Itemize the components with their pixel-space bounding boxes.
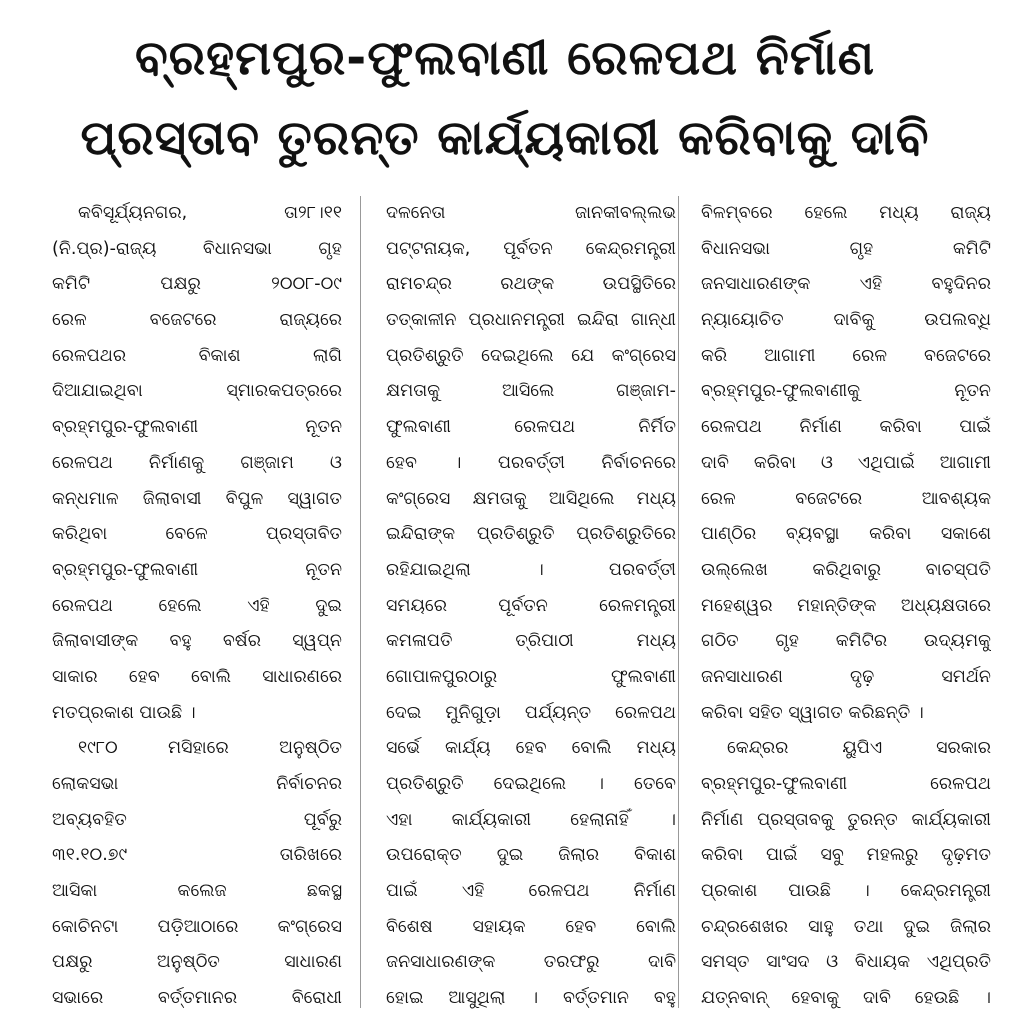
- article-text-line: ଚନ୍ଦ୍ରଶେଖର ସାହୁ ତଥା ଦୁଇ ଜିଲାର: [701, 916, 991, 937]
- article-text-line: କମିଟି ପକ୍ଷରୁ ୨୦୦୮-୦୯: [52, 274, 342, 295]
- article-text-line: (ନି.ପ୍ର)-ରାଜ୍ୟ ବିଧାନସଭା ଗୃହ: [52, 238, 342, 259]
- article-text-line: ଦେଇ ମୁନିଗୁଡ଼ା ପର୍ଯ୍ୟନ୍ତ ରେଳପଥ: [386, 702, 676, 723]
- article-text-line: କରିବା ପାଇଁ ସବୁ ମହଲରୁ ଦୃଢ଼ମତ: [701, 845, 991, 866]
- article-text-line: ଆସିକା କଲେଜ ଛକସ୍ଥ: [52, 881, 342, 902]
- article-column-1: [52, 196, 342, 1017]
- article-text-line: ପଟ୍ଟନାୟକ, ପୂର୍ବତନ କେନ୍ଦ୍ରମନ୍ତ୍ରୀ: [386, 238, 676, 259]
- article-text-line: ୧୯୮୦ ମସିହାରେ ଅନୁଷ୍ଠିତ: [78, 738, 342, 759]
- article-text-line: କରିବା ସହିତ ସ୍ୱାଗତ କରିଛନ୍ତି ।: [701, 702, 924, 723]
- article-text-line: ଗୋପାଳପୁରଠାରୁ ଫୁଲବାଣୀ: [386, 666, 676, 687]
- article-text-line: ଲୋକସଭା ନିର୍ବାଚନର: [52, 774, 342, 794]
- article-text-line: ଜନସାଧାରଣଙ୍କ ଏହି ବହୁଦିନର: [701, 274, 991, 295]
- article-text-line: ୩୧.୧୦.୭୯ ତାରିଖରେ: [52, 845, 342, 866]
- column-divider: [678, 196, 679, 1008]
- article-text-line: କଂଗ୍ରେସ କ୍ଷମତାକୁ ଆସିଥିଲେ ମଧ୍ୟ: [386, 488, 676, 509]
- headline-line-1: ବ୍ରହ୍ମପୁର-ଫୁଲବାଣୀ ରେଳପଥ ନିର୍ମାଣ: [134, 30, 876, 86]
- article-text-line: ମହେଶ୍ୱର ମହାନ୍ତିଙ୍କ ଅଧ୍ୟକ୍ଷତାରେ: [701, 595, 991, 616]
- article-text-line: ରେଳପଥ ନିର୍ମାଣକୁ ଗଞ୍ଜାମ ଓ: [52, 452, 342, 473]
- article-text-line: ଦିଆଯାଇଥିବା ସ୍ମାରକପତ୍ରରେ: [52, 381, 342, 402]
- article-text-line: ଦାବି କରିବା ଓ ଏଥିପାଇଁ ଆଗାମୀ: [701, 452, 991, 473]
- article-text-line: ରହିଯାଇଥିଲା । ପରବର୍ତ୍ତୀ: [386, 559, 676, 580]
- article-text-line: କେନ୍ଦ୍ରର ୟୁପିଏ ସରକାର: [727, 738, 991, 759]
- article-text-line: ବିଶେଷ ସହାୟକ ହେବ ବୋଲି: [386, 916, 676, 937]
- article-text-line: କରି ଆଗାମୀ ରେଳ ବଜେଟରେ: [701, 345, 991, 366]
- headline-line-2: ପ୍ରସ୍ତାବ ତୁରନ୍ତ କାର୍ଯ୍ୟକାରୀ କରିବାକୁ ଦାବି: [80, 110, 930, 166]
- column-divider: [360, 196, 361, 1008]
- article-text-line: କରିଥିବା ବେଳେ ପ୍ରସ୍ତାବିତ: [52, 524, 342, 545]
- article-text-line: ନ୍ୟାୟୋଚିତ ଦାବିକୁ ଉପଲବ୍ଧି: [701, 310, 991, 331]
- article-text-line: ପ୍ରତିଶ୍ରୁତି ଦେଇଥିଲେ ଯେ କଂଗ୍ରେସ: [386, 345, 676, 366]
- article-text-line: କ୍ଷମତାକୁ ଆସିଲେ ଗଞ୍ଜାମ-: [386, 381, 676, 402]
- article-text-line: ଇନ୍ଦିରାଙ୍କ ପ୍ରତିଶ୍ରୁତି ପ୍ରତିଶ୍ରୁତିରେ: [386, 524, 676, 545]
- article-text-line: ବିଧାନସଭା ଗୃହ କମିଟି: [701, 238, 991, 259]
- article-text-line: ହେବ । ପରବର୍ତ୍ତୀ ନିର୍ବାଚନରେ: [386, 452, 676, 473]
- article-text-line: ହୋଇ ଆସୁଥିଲା । ବର୍ତ୍ତମାନ ବହୁ: [386, 988, 676, 1009]
- article-text-line: ଗଠିତ ଗୃହ କମିଟିର ଉଦ୍ୟମକୁ: [701, 631, 991, 652]
- article-text-line: ଯତ୍ନବାନ୍ ହେବାକୁ ଦାବି ହେଉଛି ।: [701, 988, 991, 1009]
- article-text-line: ପାଇଁ ଏହି ରେଳପଥ ନିର୍ମାଣ: [386, 881, 676, 902]
- article-text-line: ଉପରୋକ୍ତ ଦୁଇ ଜିଲାର ବିକାଶ: [386, 845, 676, 866]
- article-text-line: ଅବ୍ୟବହିତ ପୂର୍ବରୁ: [52, 809, 342, 830]
- article-text-line: ଉଲ୍ଲେଖ କରିଥିବାରୁ ବାଚସ୍ପତି: [701, 559, 991, 580]
- article-text-line: ରେଳ ବଜେଟରେ ଆବଶ୍ୟକ: [701, 488, 991, 509]
- article-text-line: କନ୍ଧମାଳ ଜିଲାବାସୀ ବିପୁଳ ସ୍ୱାଗତ: [52, 488, 342, 509]
- article-text-line: ଫୁଲବାଣୀ ରେଳପଥ ନିର୍ମିତ: [386, 417, 676, 438]
- article-text-line: ଜିଲାବାସୀଙ୍କ ବହୁ ବର୍ଷର ସ୍ୱପ୍ନ: [52, 631, 342, 652]
- article-text-line: ସଭାରେ ବର୍ତ୍ତମାନର ବିରୋଧୀ: [52, 988, 342, 1009]
- article-text-line: ବ୍ରହ୍ମପୁର-ଫୁଲବାଣୀ ରେଳପଥ: [701, 774, 991, 794]
- article-text-line: ପ୍ରତିଶ୍ରୁତି ଦେଇଥିଲେ । ତେବେ: [386, 774, 676, 794]
- article-text-line: ଜନସାଧାରଣ ଦୃଢ଼ ସମର୍ଥନ: [701, 666, 991, 687]
- article-column-2: [386, 196, 676, 1017]
- article-text-line: ପାଣ୍ଠିର ବ୍ୟବସ୍ଥା କରିବା ସକାଶେ: [701, 524, 991, 545]
- article-text-line: ବ୍ରହ୍ମପୁର-ଫୁଲବାଣୀକୁ ନୂତନ: [701, 381, 991, 402]
- article-text-line: ପକ୍ଷରୁ ଅନୁଷ୍ଠିତ ସାଧାରଣ: [52, 952, 342, 973]
- article-text-line: ସର୍ଭେ କାର୍ଯ୍ୟ ହେବ ବୋଲି ମଧ୍ୟ: [386, 738, 676, 759]
- article-text-line: ଦଳନେତା ଜାନକୀବଲ୍ଲଭ: [386, 203, 676, 223]
- article-text-line: ରେଳ ବଜେଟରେ ରାଜ୍ୟରେ: [52, 310, 342, 331]
- article-text-line: କବିସୂର୍ଯ୍ୟନଗର, ତା୨୮।୧୧: [78, 203, 342, 223]
- article-text-line: ତତ୍କାଳୀନ ପ୍ରଧାନମନ୍ତ୍ରୀ ଇନ୍ଦିରା ଗାନ୍ଧୀ: [386, 310, 676, 331]
- article-text-line: ରେଳପଥ ହେଲେ ଏହି ଦୁଇ: [52, 595, 342, 616]
- article-text-line: ରେଳପଥ ନିର୍ମାଣ କରିବା ପାଇଁ: [701, 417, 991, 438]
- article-text-line: ସାକାର ହେବ ବୋଲି ସାଧାରଣରେ: [52, 666, 342, 687]
- article-text-line: ସମସ୍ତ ସାଂସଦ ଓ ବିଧାୟକ ଏଥିପ୍ରତି: [701, 952, 991, 973]
- article-text-line: ସମୟରେ ପୂର୍ବତନ ରେଳମନ୍ତ୍ରୀ: [386, 595, 676, 616]
- article-text-line: ଏହା କାର୍ଯ୍ୟକାରୀ ହେଲାନାହିଁ ।: [386, 809, 676, 830]
- article-text-line: ନିର୍ମାଣ ପ୍ରସ୍ତାବକୁ ତୁରନ୍ତ କାର୍ଯ୍ୟକାରୀ: [701, 809, 991, 830]
- article-text-line: ମତପ୍ରକାଶ ପାଉଛି ।: [52, 702, 196, 723]
- article-text-line: ବ୍ରହ୍ମପୁର-ଫୁଲବାଣୀ ନୂତନ: [52, 559, 342, 580]
- article-text-line: କମଳାପତି ତ୍ରିପାଠୀ ମଧ୍ୟ: [386, 631, 676, 652]
- article-text-line: ବ୍ରହ୍ମପୁର-ଫୁଲବାଣୀ ନୂତନ: [52, 417, 342, 438]
- article-column-3: [701, 196, 991, 1017]
- article-text-line: ରେଳପଥର ବିକାଶ ଲାଗି: [52, 345, 342, 366]
- article-text-line: ପ୍ରକାଶ ପାଉଛି । କେନ୍ଦ୍ରମନ୍ତ୍ରୀ: [701, 881, 991, 902]
- article-text-line: କୋଚିନଟା ପଡ଼ିଆଠାରେ କଂଗ୍ରେସ: [52, 916, 342, 937]
- article-text-line: ରାମଚନ୍ଦ୍ର ରଥଙ୍କ ଉପସ୍ଥିତିରେ: [386, 274, 676, 295]
- article-text-line: ବିଳମ୍ବରେ ହେଲେ ମଧ୍ୟ ରାଜ୍ୟ: [701, 203, 991, 223]
- article-text-line: ଜନସାଧାରଣଙ୍କ ତରଫରୁ ଦାବି: [386, 952, 676, 973]
